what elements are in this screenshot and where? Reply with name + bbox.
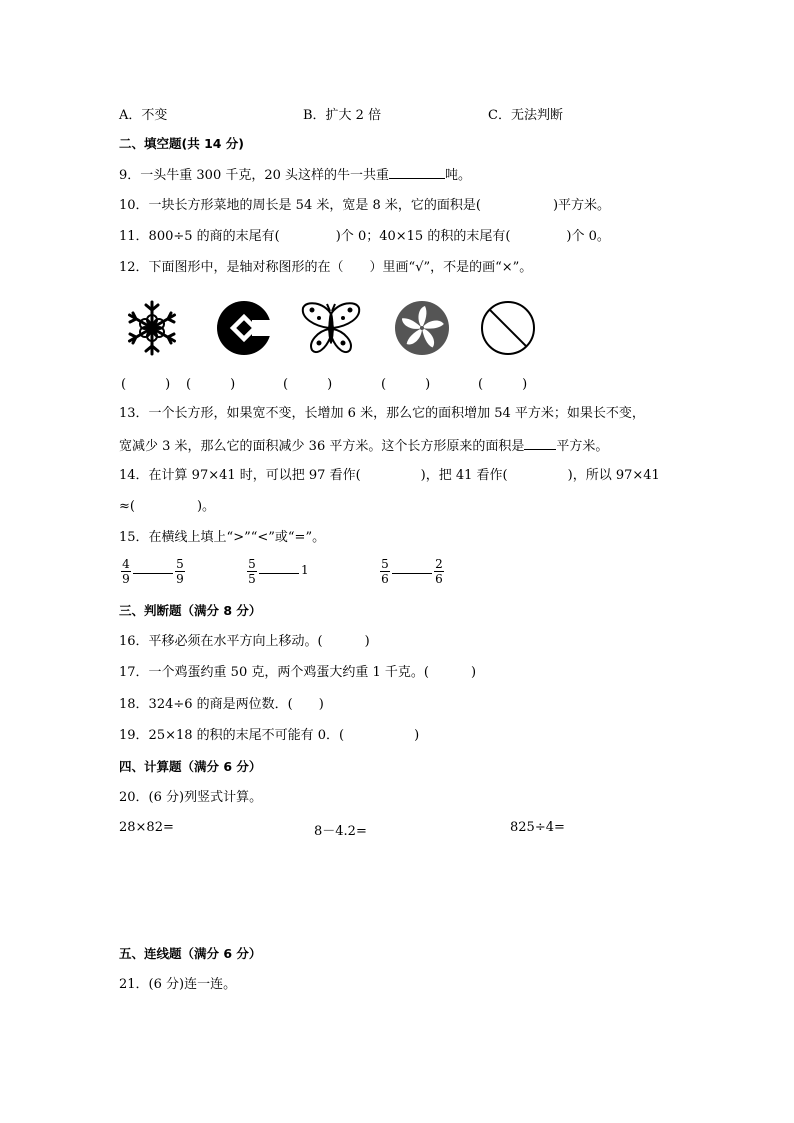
answer-blank[interactable] [524, 437, 556, 450]
q14-text-b: )，把 41 看作( [420, 468, 508, 483]
option-b: B．扩大 2 倍 [303, 108, 382, 123]
question-19 [119, 727, 419, 745]
snowflake-icon [122, 298, 182, 358]
q11-text-b: )个 0；40×15 的积的末尾有( [335, 229, 511, 244]
denominator: 5 [248, 572, 256, 586]
question-10 [119, 197, 610, 215]
question-21: 21．(6 分)连一连。 [119, 977, 237, 992]
question-14-line-2 [119, 498, 215, 516]
section-2-heading: 二、填空题(共 14 分) [119, 136, 245, 151]
q14-text-a: 14．在计算 97×41 时，可以把 97 看作( [119, 468, 361, 483]
fraction [247, 557, 257, 586]
question-11 [119, 228, 610, 246]
q16-text: 16．平移必须在水平方向上移动。( [119, 634, 323, 649]
numerator: 5 [248, 557, 256, 571]
option-a: A．不变 [119, 108, 168, 123]
question-17 [119, 664, 476, 682]
denominator: 9 [122, 572, 130, 586]
answer-blank[interactable] [259, 573, 299, 574]
numerator: 5 [381, 557, 389, 571]
q12-answer-3[interactable]: ( ) [283, 377, 333, 392]
q17-close: ) [470, 665, 477, 680]
calc-item-1: 28×82= [119, 820, 174, 835]
q16-close: ) [364, 634, 370, 649]
option-c: C．无法判断 [488, 108, 563, 123]
answer-blank[interactable] [133, 573, 173, 574]
question-13-line-1: 13．一个长方形，如果宽不变，长增加 6 米，那么它的面积增加 54 平方米；如果长不变， [119, 406, 645, 421]
q14-text-e: )。 [196, 499, 216, 514]
question-13-line-2 [119, 437, 608, 456]
q11-text-c: )个 0。 [566, 229, 610, 244]
q19-text: 19．25×18 的积的末尾不可能有 0．( [119, 728, 345, 743]
question-14-line-1 [119, 467, 660, 485]
numerator: 2 [435, 557, 443, 571]
q13-unit: 平方米。 [556, 439, 609, 454]
calc-item-3: 825÷4= [510, 820, 565, 835]
q14-text-d: ≈( [119, 499, 135, 514]
fraction-compare-3 [380, 557, 444, 586]
section-4-heading: 四、计算题（满分 6 分） [119, 759, 262, 774]
q17-text: 17．一个鸡蛋约重 50 克，两个鸡蛋大约重 1 千克。( [119, 665, 429, 680]
section-5-heading: 五、连线题（满分 6 分） [119, 946, 262, 961]
q12-answer-4[interactable]: ( ) [381, 377, 431, 392]
q18-close: ) [318, 697, 324, 712]
fraction [175, 557, 185, 586]
fraction [434, 557, 444, 586]
q12-answer-2[interactable]: ( ) [186, 377, 236, 392]
answer-blank[interactable] [389, 166, 445, 179]
q13-text: 宽减少 3 米，那么它的面积减少 36 平方米。这个长方形原来的面积是 [119, 439, 525, 454]
fraction [380, 557, 390, 586]
numerator: 4 [122, 557, 130, 571]
answer-blank[interactable] [392, 573, 432, 574]
section-3-heading: 三、判断题（满分 8 分） [119, 603, 262, 618]
question-12: 12．下面图形中，是轴对称图形的在（ ）里画“√”，不是的画“×”。 [119, 260, 533, 275]
prohibition-circle-icon [478, 298, 538, 358]
question-20: 20．(6 分)列竖式计算。 [119, 790, 263, 805]
denominator: 9 [176, 572, 184, 586]
q12-answer-1[interactable]: ( ) [121, 377, 171, 392]
q18-text: 18．324÷6 的商是两位数．( [119, 697, 293, 712]
q10-unit: )平方米。 [552, 198, 611, 213]
calc-item-2: 8－4.2= [314, 824, 367, 839]
fraction-compare-2 [247, 557, 309, 586]
question-18 [119, 696, 324, 714]
denominator: 6 [435, 572, 443, 586]
q19-close: ) [414, 728, 420, 743]
question-15: 15．在横线上填上“>”“<”或“=”。 [119, 530, 326, 545]
q9-unit: 吨。 [445, 168, 472, 183]
fraction [121, 557, 131, 586]
bank-logo-icon [214, 298, 274, 358]
compare-number: 1 [301, 562, 309, 577]
denominator: 6 [381, 572, 389, 586]
q12-answer-5[interactable]: ( ) [478, 377, 528, 392]
q10-text: 10．一块长方形菜地的周长是 54 米，宽是 8 米，它的面积是( [119, 198, 481, 213]
fraction-compare-1 [121, 557, 185, 586]
q9-text: 9．一头牛重 300 千克，20 头这样的牛一共重 [119, 168, 390, 183]
q11-text-a: 11．800÷5 的商的末尾有( [119, 229, 280, 244]
butterfly-icon [300, 298, 360, 358]
numerator: 5 [176, 557, 184, 571]
q14-text-c: )，所以 97×41 [567, 468, 660, 483]
bauhinia-flower-icon [392, 298, 452, 358]
question-16 [119, 633, 370, 651]
question-9 [119, 166, 471, 185]
